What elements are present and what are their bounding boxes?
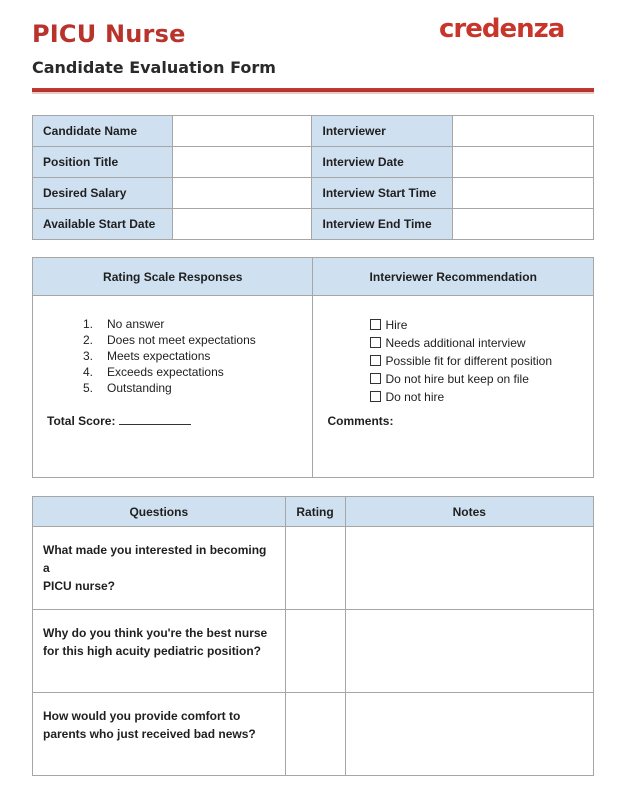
notes-field[interactable] bbox=[345, 527, 594, 610]
question-row bbox=[33, 527, 594, 610]
comments-label: Comments: bbox=[327, 414, 394, 428]
interview-end-time-field[interactable] bbox=[453, 209, 594, 240]
rating-scale-item: 3. Meets expectations bbox=[83, 349, 211, 363]
page-subtitle: Candidate Evaluation Form bbox=[32, 58, 276, 77]
info-row bbox=[33, 116, 594, 147]
desired-salary-field[interactable] bbox=[172, 178, 312, 209]
interview-date-field[interactable] bbox=[453, 147, 594, 178]
rating-scale-cell bbox=[33, 296, 313, 478]
title-divider-shadow bbox=[32, 92, 594, 94]
candidate-info-table bbox=[32, 115, 594, 240]
desired-salary-label: Desired Salary bbox=[33, 178, 173, 209]
available-start-date-field[interactable] bbox=[172, 209, 312, 240]
questions-table bbox=[32, 496, 594, 776]
total-score bbox=[47, 414, 191, 428]
interviewer-field[interactable] bbox=[453, 116, 594, 147]
checkbox-icon[interactable] bbox=[370, 373, 381, 384]
checkbox-icon[interactable] bbox=[370, 391, 381, 402]
credenza-logo: credenza bbox=[439, 14, 565, 44]
recommendation-option[interactable]: Hire bbox=[370, 316, 552, 334]
questions-header: Questions bbox=[33, 497, 286, 527]
rating-recommendation-table bbox=[32, 257, 594, 478]
question-row bbox=[33, 693, 594, 776]
info-row bbox=[33, 178, 594, 209]
notes-field[interactable] bbox=[345, 610, 594, 693]
rating-scale-header: Rating Scale Responses bbox=[33, 258, 313, 296]
rating-header: Rating bbox=[285, 497, 345, 527]
recommendation-option[interactable]: Possible fit for different position bbox=[370, 352, 552, 370]
notes-field[interactable] bbox=[345, 693, 594, 776]
interview-start-time-field[interactable] bbox=[453, 178, 594, 209]
rating-field[interactable] bbox=[285, 610, 345, 693]
question-cell: How would you provide comfort to parents who just received bad news? bbox=[33, 693, 286, 776]
recommendation-list bbox=[370, 316, 552, 406]
available-start-date-label: Available Start Date bbox=[33, 209, 173, 240]
candidate-name-field[interactable] bbox=[172, 116, 312, 147]
notes-header: Notes bbox=[345, 497, 594, 527]
position-title-field[interactable] bbox=[172, 147, 312, 178]
rating-scale-item: 5. Outstanding bbox=[83, 381, 172, 395]
question-row bbox=[33, 610, 594, 693]
recommendation-option[interactable]: Needs additional interview bbox=[370, 334, 552, 352]
checkbox-icon[interactable] bbox=[370, 337, 381, 348]
question-cell: What made you interested in becoming a PICU nurse? bbox=[33, 527, 286, 610]
interviewer-label: Interviewer bbox=[312, 116, 453, 147]
total-score-label: Total Score: bbox=[47, 414, 116, 428]
recommendation-option[interactable]: Do not hire but keep on file bbox=[370, 370, 552, 388]
rating-scale-item: 4. Exceeds expectations bbox=[83, 365, 224, 379]
interview-end-time-label: Interview End Time bbox=[312, 209, 453, 240]
rating-scale-item: 2. Does not meet expectations bbox=[83, 333, 256, 347]
interview-start-time-label: Interview Start Time bbox=[312, 178, 453, 209]
info-row bbox=[33, 209, 594, 240]
rating-field[interactable] bbox=[285, 693, 345, 776]
page-title: PICU Nurse bbox=[32, 20, 186, 48]
info-row bbox=[33, 147, 594, 178]
recommendation-option[interactable]: Do not hire bbox=[370, 388, 552, 406]
checkbox-icon[interactable] bbox=[370, 355, 381, 366]
position-title-label: Position Title bbox=[33, 147, 173, 178]
checkbox-icon[interactable] bbox=[370, 319, 381, 330]
total-score-blank[interactable] bbox=[119, 414, 191, 425]
rating-scale-item: 1. No answer bbox=[83, 317, 165, 331]
question-cell: Why do you think you're the best nurse for this high acuity pediatric position? bbox=[33, 610, 286, 693]
recommendation-cell bbox=[313, 296, 594, 478]
candidate-name-label: Candidate Name bbox=[33, 116, 173, 147]
rating-scale-list bbox=[83, 316, 256, 396]
rating-field[interactable] bbox=[285, 527, 345, 610]
recommendation-header: Interviewer Recommendation bbox=[313, 258, 594, 296]
interview-date-label: Interview Date bbox=[312, 147, 453, 178]
